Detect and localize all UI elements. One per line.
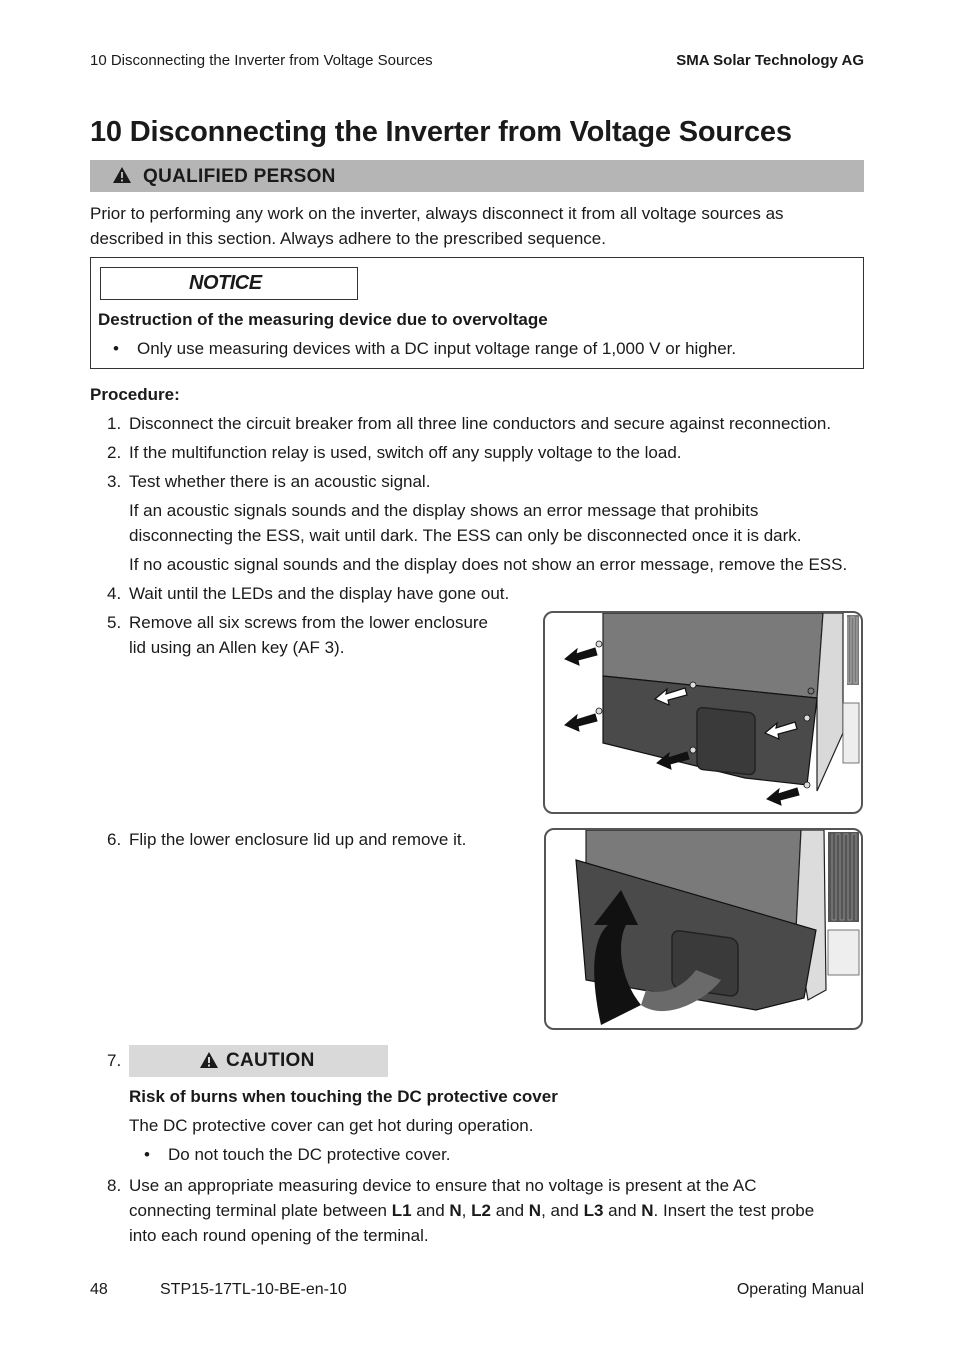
- step-8-text: and: [603, 1201, 642, 1220]
- step-3-note-2: If no acoustic signal sounds and the display does not show an error message, remove the ESS.: [129, 555, 848, 574]
- step-8-line-2: [129, 1198, 814, 1223]
- caution-bar: [129, 1045, 388, 1077]
- step-1-number: 1.: [107, 414, 122, 433]
- step-4-text: Wait until the LEDs and the display have gone out.: [129, 584, 510, 603]
- terminal-l1: L1: [391, 1201, 412, 1220]
- step-3-number: 3.: [107, 472, 122, 491]
- intro-line-1: Prior to performing any work on the inverter, always disconnect it from all voltage sources as: [90, 204, 784, 223]
- screw: [690, 682, 696, 688]
- step-8-text: and: [411, 1201, 450, 1220]
- warning-icon: [199, 1051, 219, 1069]
- figure-flip-lid: [544, 828, 863, 1030]
- caution-bullet-mark: •: [144, 1145, 150, 1164]
- step-1-text: Disconnect the circuit breaker from all three line conductors and secure against reconnection.: [129, 414, 832, 433]
- heat-sink: [828, 832, 859, 922]
- notice-bullet-text: Only use measuring devices with a DC input voltage range of 1,000 V or higher.: [137, 339, 737, 358]
- caution-label: CAUTION: [226, 1050, 315, 1071]
- step-2-number: 2.: [107, 443, 122, 462]
- page-number: 48: [90, 1281, 108, 1298]
- procedure-heading: Procedure:: [90, 385, 180, 404]
- inverter-screws-illustration: [545, 613, 861, 812]
- caution-heading: Risk of burns when touching the DC protective cover: [129, 1087, 558, 1106]
- step-7-number: 7.: [107, 1051, 122, 1070]
- screw: [804, 715, 810, 721]
- step-8-text: and: [490, 1201, 529, 1220]
- notice-heading: Destruction of the measuring device due to overvoltage: [98, 310, 548, 329]
- side-bracket: [828, 930, 859, 975]
- terminal-n: N: [641, 1201, 654, 1220]
- step-5-line-1: Remove all six screws from the lower enclosure: [129, 613, 489, 632]
- intro-line-2: described in this section. Always adhere to the prescribed sequence.: [90, 229, 606, 248]
- running-header-section: 10 Disconnecting the Inverter from Voltage Sources: [90, 52, 433, 69]
- step-8-text: ,: [461, 1201, 472, 1220]
- step-6-number: 6.: [107, 830, 122, 849]
- manual-title: Operating Manual: [736, 1281, 864, 1298]
- step-3-text: Test whether there is an acoustic signal.: [129, 472, 431, 491]
- arrow-icon: [767, 788, 799, 805]
- side-panel: [817, 613, 843, 791]
- inverter-lid-illustration: [546, 830, 861, 1028]
- terminal-n: N: [528, 1201, 542, 1220]
- caution-text: The DC protective cover can get hot during operation.: [129, 1116, 534, 1135]
- caution-bullet-text: Do not touch the DC protective cover.: [168, 1145, 451, 1164]
- step-8-text: . Insert the test probe: [653, 1201, 815, 1220]
- warning-icon: [112, 166, 132, 184]
- step-4-number: 4.: [107, 584, 122, 603]
- figure-remove-screws: [543, 611, 863, 814]
- screw: [690, 747, 696, 753]
- step-8-line-3: into each round opening of the terminal.: [129, 1226, 429, 1245]
- step-3-note-1-line-2: disconnecting the ESS, wait until dark. The ESS can only be disconnected once it is dark.: [129, 526, 802, 545]
- side-bracket: [843, 703, 859, 763]
- step-3-note-1-line-1: If an acoustic signals sounds and the display shows an error message that prohibits: [129, 501, 759, 520]
- notice-tag: [100, 267, 358, 300]
- qualified-person-label: QUALIFIED PERSON: [143, 166, 336, 187]
- screw: [596, 641, 602, 647]
- step-8-text: connecting terminal plate between: [129, 1201, 392, 1220]
- notice-bullet-mark: •: [113, 339, 119, 358]
- step-8-line-1: Use an appropriate measuring device to ensure that no voltage is present at the AC: [129, 1176, 757, 1195]
- step-6-text: Flip the lower enclosure lid up and remove it.: [129, 830, 467, 849]
- running-header-company: SMA Solar Technology AG: [676, 52, 864, 69]
- display-window: [697, 707, 755, 775]
- step-8-text: , and: [541, 1201, 584, 1220]
- terminal-n: N: [449, 1201, 462, 1220]
- step-8-number: 8.: [107, 1176, 122, 1195]
- page-title: 10 Disconnecting the Inverter from Voltage Sources: [90, 116, 792, 148]
- screw: [596, 708, 602, 714]
- arrow-icon: [565, 648, 597, 665]
- step-5-line-2: lid using an Allen key (AF 3).: [129, 638, 345, 657]
- terminal-l3: L3: [583, 1201, 604, 1220]
- arrow-icon: [565, 714, 597, 731]
- step-5-number: 5.: [107, 613, 122, 632]
- terminal-l2: L2: [471, 1201, 491, 1220]
- screw: [804, 782, 810, 788]
- step-2-text: If the multifunction relay is used, switch off any supply voltage to the load.: [129, 443, 682, 462]
- notice-label: NOTICE: [189, 272, 262, 294]
- document-code: STP15-17TL-10-BE-en-10: [160, 1281, 347, 1298]
- qualified-person-bar: [90, 160, 864, 192]
